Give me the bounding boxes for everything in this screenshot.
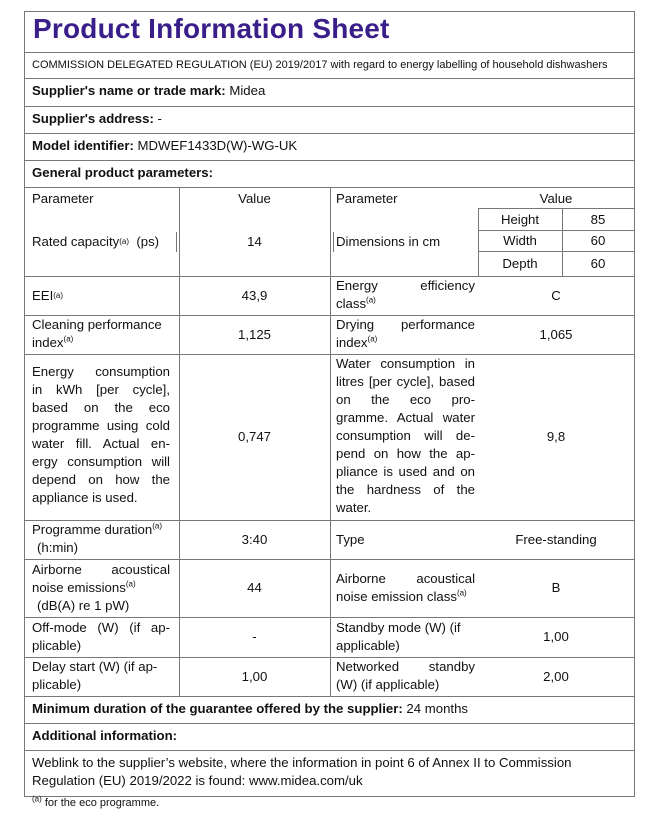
standby-value: 1,00: [543, 629, 569, 644]
text-line: programme using cold: [32, 418, 170, 433]
delay-start-line2: plicable): [32, 677, 82, 692]
capacity-label: Rated capacity (a) (ps): [32, 234, 160, 249]
header-value-1: Value: [238, 191, 271, 206]
supplier-name-row: [32, 82, 265, 100]
off-mode-line1: Off-mode (W) (if ap-: [32, 620, 170, 635]
drying-label: [336, 316, 475, 352]
divider: [25, 160, 634, 161]
supplier-address-label: Supplier's address:: [32, 111, 154, 126]
weblink-line1: Weblink to the supplier’s website, where the information in point 6 of Annex II to Commission: [32, 755, 572, 770]
eei-value: 43,9: [241, 287, 268, 303]
standby-line1: Standby mode (W) (if: [336, 620, 461, 635]
divider: [25, 696, 634, 697]
footnote-text: for the eco programme.: [44, 797, 160, 809]
energy-class-line1: Energy efficiency: [336, 278, 475, 293]
programme-duration-value: 3:40: [241, 531, 268, 547]
text-line: based on the eco: [32, 400, 170, 415]
dimensions-label: Dimensions in cm: [336, 234, 441, 249]
delay-start-label: [32, 658, 170, 694]
eei-label: EEI (a): [32, 287, 64, 303]
text-line: on the eco pro-: [336, 392, 475, 407]
height-value: 85: [590, 211, 606, 227]
weblink-line2: Regulation (EU) 2019/2022 is found: www.midea.com/uk: [32, 773, 363, 788]
product-information-sheet: [24, 11, 635, 797]
energy-consumption-label: [32, 363, 170, 507]
text-line: pliance is used and on: [336, 464, 475, 479]
noise-class-label: [336, 570, 475, 606]
noise-sup: (a): [125, 579, 136, 589]
width-label: Width: [503, 232, 537, 248]
programme-duration-sup: (a): [152, 521, 162, 531]
header-value-2: Value: [539, 191, 573, 206]
text-line: litres [per cycle], based: [336, 374, 475, 389]
text-line: Energy consumption: [32, 364, 170, 379]
text-line: ergy consumption will: [32, 454, 170, 469]
noise-line2: noise emissions: [32, 580, 126, 595]
header-parameter-1: Parameter: [32, 191, 94, 206]
footnote: [32, 794, 160, 809]
cleaning-sup: (a): [63, 334, 74, 344]
water-consumption-label: [336, 355, 475, 517]
model-value: MDWEF1433D(W)-WG-UK: [137, 138, 298, 153]
noise-line1: Airborne acoustical: [32, 562, 170, 577]
divider: [25, 133, 634, 134]
capacity-unit: (ps): [136, 234, 160, 249]
drying-sup: (a): [367, 334, 378, 344]
capacity-bracket: [176, 232, 177, 252]
energy-class-label: [336, 277, 475, 313]
eei-label-text: EEI: [32, 287, 54, 303]
energy-consumption-value: 0,747: [237, 429, 271, 444]
header-parameter-2: Parameter: [336, 191, 398, 206]
programme-duration-label: [32, 521, 177, 557]
text-line: Water consumption in: [336, 356, 475, 371]
standby-line2: applicable): [336, 638, 400, 653]
divider: [25, 78, 634, 79]
guarantee-value: 24 months: [406, 701, 469, 716]
type-value: Free-standing: [515, 531, 597, 547]
general-parameters-label: General product parameters:: [32, 165, 214, 180]
depth-value: 60: [590, 256, 606, 271]
text-line: gramme. Actual water: [336, 410, 475, 425]
additional-info-label: Additional information:: [32, 728, 178, 743]
cleaning-line1: Cleaning performance: [32, 317, 162, 332]
off-mode-label: [32, 619, 170, 655]
text-line: in kWh [per cycle],: [32, 382, 170, 397]
divider: [25, 52, 634, 53]
text-line: water fill. Actual en-: [32, 436, 170, 451]
cleaning-line2: index: [32, 335, 64, 350]
text-line: appliance is used.: [32, 490, 138, 505]
dimensions-bracket: [333, 232, 334, 252]
programme-duration-line1: Programme duration: [32, 522, 153, 537]
page-title: Product Information Sheet: [33, 13, 390, 44]
guarantee-label: Minimum duration of the guarantee offered by the supplier:: [32, 701, 403, 716]
drying-line2: index: [336, 335, 368, 350]
delay-start-line1: Delay start (W) (if ap-: [32, 659, 158, 674]
text-line: the hardness of the: [336, 482, 475, 497]
drying-line1: Drying performance: [336, 317, 475, 332]
programme-duration-line2: (h:min): [37, 540, 79, 555]
energy-class-sup: (a): [366, 295, 376, 305]
type-label: Type: [336, 531, 365, 547]
capacity-label-text: Rated capacity: [32, 234, 120, 249]
cleaning-value: 1,125: [237, 326, 271, 342]
noise-class-value: B: [551, 580, 561, 595]
height-label: Height: [500, 211, 540, 227]
capacity-value: 14: [247, 234, 262, 249]
networked-standby-line1: Networked standby: [336, 659, 475, 674]
text-line: consumption will de-: [336, 428, 475, 443]
noise-value: 44: [247, 580, 262, 595]
text-line: water.: [336, 500, 372, 515]
drying-value: 1,065: [539, 326, 573, 342]
supplier-name-value: Midea: [229, 83, 266, 98]
networked-standby-label: [336, 658, 475, 694]
divider: [25, 750, 634, 751]
supplier-name-label: Supplier's name or trade mark:: [32, 83, 226, 98]
divider: [330, 187, 331, 696]
noise-label: [32, 561, 170, 615]
guarantee-row: [32, 700, 468, 718]
width-value: 60: [590, 232, 606, 248]
networked-standby-line2: (W) (if applicable): [336, 677, 440, 692]
water-consumption-value: 9,8: [546, 429, 566, 444]
regulation-text: COMMISSION DELEGATED REGULATION (EU) 2019/2017 with regard to energy labelling of household dishwashers: [32, 59, 608, 71]
off-mode-value: -: [252, 629, 257, 644]
depth-label: Depth: [502, 256, 538, 271]
off-mode-line2: plicable): [32, 638, 82, 653]
supplier-address-value: -: [157, 111, 162, 126]
supplier-address-row: [32, 110, 162, 128]
weblink-text: [32, 754, 572, 790]
text-line: pend on how the ap-: [336, 446, 475, 461]
delay-start-value: 1,00: [241, 668, 268, 684]
divider: [25, 723, 634, 724]
noise-class-sup: (a): [456, 588, 467, 598]
footnote-sup: (a): [32, 794, 42, 804]
cleaning-label: [32, 316, 170, 352]
energy-class-line2: class: [336, 296, 367, 311]
noise-line3: (dB(A) re 1 pW): [37, 598, 130, 613]
noise-class-line1: Airborne acoustical: [336, 571, 475, 586]
noise-class-line2: noise emission class: [336, 589, 457, 604]
text-line: depend on how the: [32, 472, 170, 487]
model-label: Model identifier:: [32, 138, 134, 153]
energy-class-value: C: [551, 287, 561, 303]
standby-label: [336, 619, 475, 655]
divider: [25, 106, 634, 107]
networked-standby-value: 2,00: [543, 668, 569, 684]
model-row: [32, 137, 297, 155]
